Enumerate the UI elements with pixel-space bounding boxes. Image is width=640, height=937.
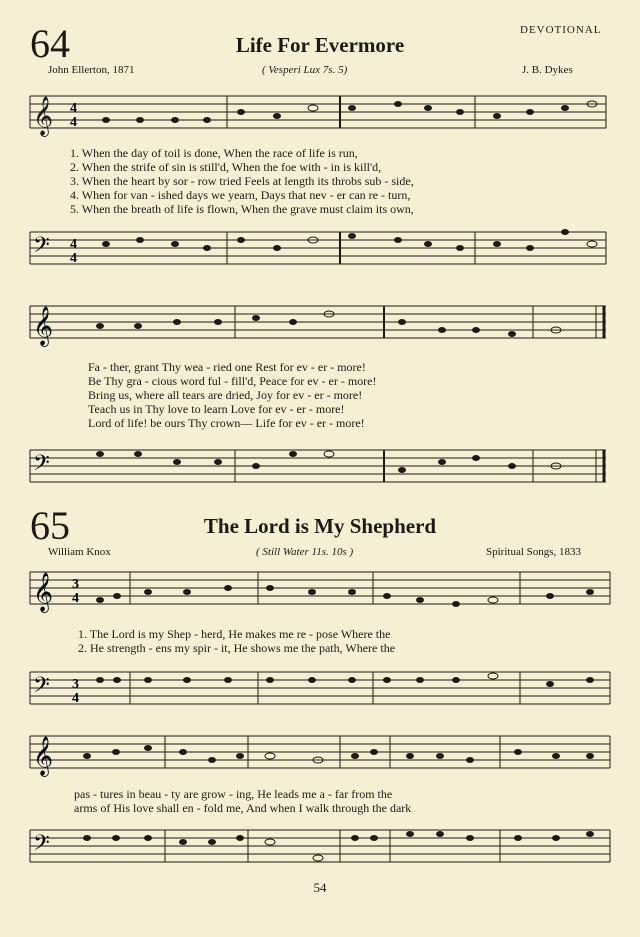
svg-text:𝄞: 𝄞 (33, 98, 54, 135)
music-staff-bass (0, 660, 640, 715)
hymn-title: The Lord is My Shepherd (203, 514, 437, 538)
svg-text:4: 4 (70, 251, 77, 266)
svg-text:4: 4 (70, 115, 77, 130)
music-staff-treble (0, 294, 640, 354)
tune-name: ( Still Water 11s. 10s ) (256, 546, 354, 558)
svg-text:4: 4 (70, 101, 77, 116)
svg-text:𝄢: 𝄢 (33, 831, 50, 860)
hymn-number: 64 (30, 21, 70, 66)
composer: J. B. Dykes (522, 64, 573, 76)
svg-text:𝄢: 𝄢 (33, 233, 50, 262)
page-number: 54 (313, 880, 327, 895)
svg-text:3: 3 (72, 677, 79, 692)
music-staff-treble (0, 560, 640, 620)
svg-text:𝄢: 𝄢 (33, 673, 50, 702)
hymn-title: Life For Evermore (235, 33, 405, 57)
svg-text:𝄞: 𝄞 (33, 738, 54, 775)
svg-text:𝄞: 𝄞 (33, 308, 54, 345)
composer: Spiritual Songs, 1833 (486, 546, 582, 558)
music-staff-bass (0, 438, 640, 493)
svg-text:3: 3 (72, 577, 79, 592)
svg-text:4: 4 (72, 591, 79, 606)
music-staff-bass (0, 818, 640, 873)
author: William Knox (48, 546, 111, 558)
music-staff-bass (0, 220, 640, 275)
svg-text:𝄞: 𝄞 (33, 574, 54, 611)
section-label: DEVOTIONAL (520, 24, 602, 36)
music-staff-treble (0, 724, 640, 784)
svg-text:4: 4 (70, 237, 77, 252)
hymn-number: 65 (30, 503, 70, 548)
svg-text:𝄢: 𝄢 (33, 451, 50, 480)
music-staff-treble (0, 84, 640, 144)
svg-text:4: 4 (72, 691, 79, 706)
tune-name: ( Vesperi Lux 7s. 5) (262, 64, 348, 76)
author: John Ellerton, 1871 (48, 64, 135, 76)
